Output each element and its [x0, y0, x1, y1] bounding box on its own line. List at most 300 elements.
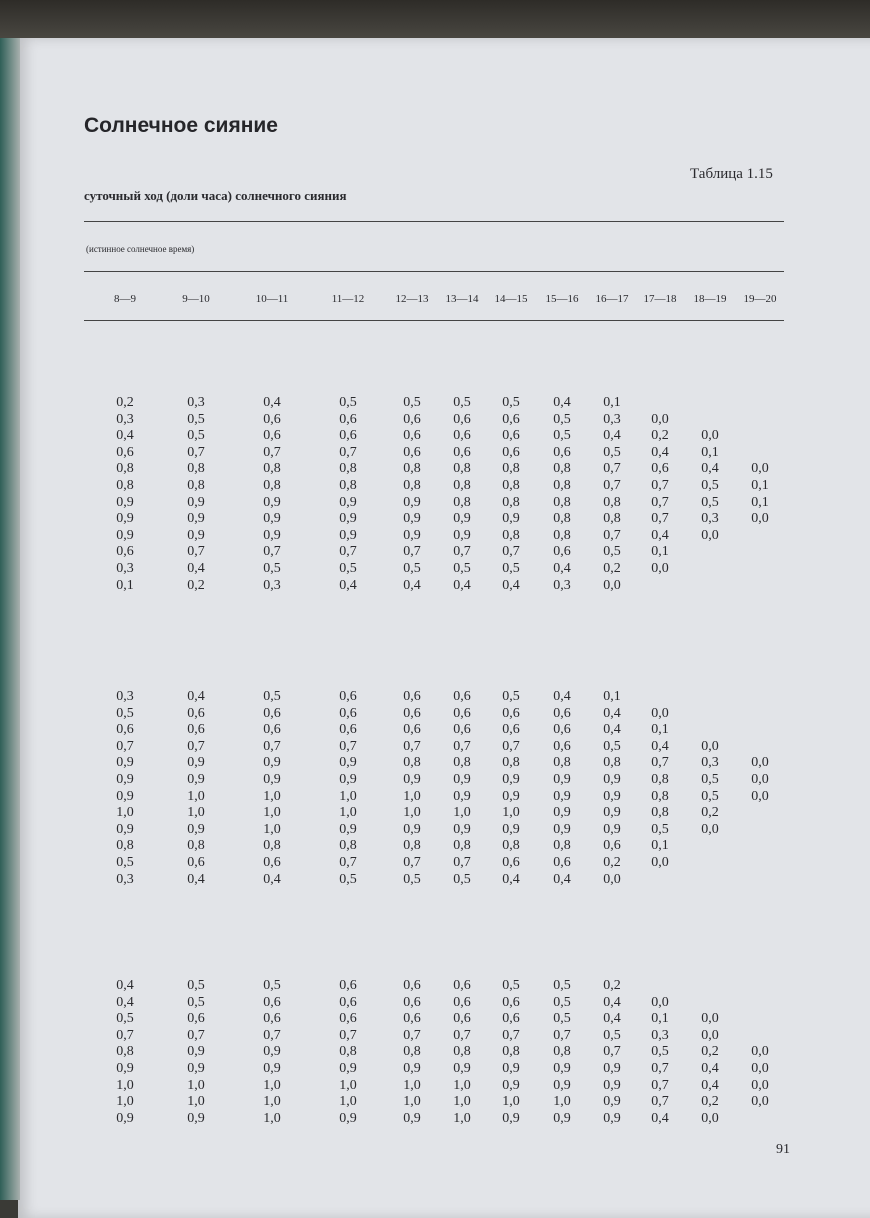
table-cell: 0,4	[651, 444, 669, 460]
table-cell: 0,4	[701, 1077, 719, 1093]
table-cell: 0,9	[553, 788, 571, 804]
table-cell: 0,9	[502, 511, 520, 527]
table-cell: 0,8	[502, 527, 520, 543]
table-cell: 0,8	[553, 1044, 571, 1060]
table-cell: 0,4	[651, 738, 669, 754]
table-cell: 0,6	[263, 411, 281, 427]
table-cell: 0,1	[651, 544, 669, 560]
table-cell: 0,6	[187, 705, 205, 721]
table-cell: 0,5	[339, 561, 357, 576]
table-cell: 0,4	[263, 871, 281, 887]
table-cell: 1,0	[263, 1094, 281, 1110]
table-cell: 0,5	[701, 494, 719, 510]
table-cell: 0,8	[502, 461, 520, 477]
table-cell: 0,8	[603, 494, 621, 510]
table-cell: 0,6	[553, 855, 571, 870]
table-cell: 0,6	[339, 994, 357, 1010]
table-cell: 0,9	[453, 821, 471, 837]
table-cell: 0,8	[553, 478, 571, 493]
table-cell: 0,8	[502, 478, 520, 493]
table-cell: 0,6	[263, 855, 281, 870]
table-cell: 0,7	[187, 544, 205, 560]
table-cell: 0,9	[263, 511, 281, 527]
table-cell: 0,5	[603, 1027, 621, 1043]
table-cell: 0,0	[751, 1044, 769, 1060]
table-cell: 0,0	[701, 1027, 719, 1043]
table-cell: 0,8	[403, 478, 421, 493]
table-cell: 0,9	[502, 788, 520, 804]
table-cell: 0,4	[187, 871, 205, 887]
table-cell: 0,9	[553, 772, 571, 787]
table-cell: 0,0	[651, 411, 669, 427]
column-header: 11—12	[331, 293, 365, 305]
table-cell: 0,8	[453, 461, 471, 477]
table-cell: 0,4	[603, 428, 621, 444]
table-cell: 1,0	[403, 1094, 421, 1110]
table-cell: 0,9	[553, 1061, 571, 1076]
table-cell: 0,0	[701, 1011, 719, 1027]
table-cell: 0,0	[751, 461, 769, 477]
book-spine	[0, 38, 20, 1200]
table-cell: 0,7	[263, 1027, 281, 1043]
table-cell: 0,2	[701, 1094, 719, 1110]
table-cell: 0,6	[339, 428, 357, 444]
table-cell: 0,6	[339, 1011, 357, 1027]
table-cell: 0,7	[603, 1044, 621, 1060]
table-cell: 0,4	[187, 561, 205, 576]
table-cell: 0,9	[453, 772, 471, 787]
table-cell: 0,6	[263, 705, 281, 721]
table-cell: 0,6	[403, 444, 421, 460]
table-cell: 1,0	[403, 805, 421, 821]
table-cell: 0,0	[651, 994, 669, 1010]
table-cell: 0,5	[339, 395, 357, 410]
table-cell: 0,9	[187, 1044, 205, 1060]
table-cell: 0,9	[339, 511, 357, 527]
table-cell: 0,5	[553, 411, 571, 427]
table-cell: 0,2	[701, 1044, 719, 1060]
table-cell: 0,6	[453, 689, 471, 704]
table-cell: 0,9	[187, 511, 205, 527]
table-cell: 1,0	[263, 805, 281, 821]
table-cell: 1,0	[187, 1094, 205, 1110]
table-cell: 0,0	[651, 855, 669, 870]
table-cell: 0,6	[453, 411, 471, 427]
table-cell: 0,2	[603, 855, 621, 870]
table-cell: 0,6	[187, 1011, 205, 1027]
column-header: 9—10	[182, 293, 210, 305]
table-cell: 0,5	[116, 705, 134, 721]
table-cell: 0,8	[453, 838, 471, 854]
table-cell: 0,7	[651, 1094, 669, 1110]
table-cell: 1,0	[553, 1094, 571, 1110]
table-cell: 0,9	[187, 527, 205, 543]
table-cell: 0,0	[751, 1061, 769, 1076]
table-cell: 0,0	[701, 527, 719, 543]
table-cell: 0,6	[263, 428, 281, 444]
table-cell: 0,9	[553, 805, 571, 821]
table-cell: 0,4	[603, 1011, 621, 1027]
table-cell: 0,8	[339, 838, 357, 854]
table-cell: 0,8	[553, 494, 571, 510]
table-cell: 0,9	[403, 527, 421, 543]
table-cell: 0,8	[651, 805, 669, 821]
table-cell: 0,8	[553, 461, 571, 477]
table-cell: 0,6	[453, 994, 471, 1010]
table-cell: 0,9	[339, 527, 357, 543]
table-cell: 0,8	[116, 1044, 134, 1060]
table-cell: 0,6	[403, 689, 421, 704]
table-cell: 0,7	[187, 738, 205, 754]
column-header: 17—18	[643, 293, 677, 305]
table-cell: 1,0	[116, 1094, 134, 1110]
column-header: 19—20	[743, 293, 777, 305]
table-cell: 0,0	[751, 772, 769, 787]
table-cell: 0,9	[403, 494, 421, 510]
table-cell: 0,9	[116, 494, 134, 510]
table-cell: 0,2	[603, 561, 621, 576]
table-cell: 0,8	[403, 461, 421, 477]
table-cell: 0,5	[701, 772, 719, 787]
table-cell: 0,6	[553, 722, 571, 738]
table-cell: 0,9	[603, 1094, 621, 1110]
table-cell: 0,9	[263, 772, 281, 787]
table-cell: 0,6	[116, 444, 134, 460]
table-cell: 0,8	[116, 461, 134, 477]
table-cell: 0,9	[603, 805, 621, 821]
table-cell: 0,0	[751, 788, 769, 804]
table-cell: 0,7	[603, 478, 621, 493]
table-cell: 0,8	[263, 838, 281, 854]
table-cell: 0,6	[502, 994, 520, 1010]
table-cell: 0,6	[553, 444, 571, 460]
table-cell: 0,0	[701, 1110, 719, 1126]
table-cell: 0,8	[453, 755, 471, 771]
table-cell: 0,4	[403, 577, 421, 593]
table-cell: 0,7	[651, 478, 669, 493]
table-cell: 1,0	[453, 1077, 471, 1093]
table-cell: 0,8	[263, 478, 281, 493]
table-cell: 0,8	[339, 461, 357, 477]
table-cell: 0,9	[403, 511, 421, 527]
table-cell: 0,4	[553, 871, 571, 887]
table-cell: 0,9	[116, 527, 134, 543]
table-cell: 0,7	[339, 738, 357, 754]
table-cell: 1,0	[187, 805, 205, 821]
table-cell: 0,6	[453, 444, 471, 460]
table-cell: 0,8	[187, 461, 205, 477]
table-cell: 0,6	[339, 978, 357, 993]
table-cell: 0,8	[116, 838, 134, 854]
table-cell: 1,0	[502, 1094, 520, 1110]
table-cell: 0,6	[263, 722, 281, 738]
table-cell: 0,9	[603, 821, 621, 837]
table-cell: 0,9	[453, 788, 471, 804]
table-cell: 0,4	[651, 1110, 669, 1126]
column-header: 8—9	[114, 293, 136, 305]
column-header: 18—19	[693, 293, 727, 305]
table-cell: 0,2	[187, 577, 205, 593]
table-cell: 0,8	[502, 494, 520, 510]
table-cell: 0,9	[603, 772, 621, 787]
table-title: суточный ход (доли часа) солнечного сияния	[84, 188, 347, 203]
table-cell: 0,5	[502, 395, 520, 410]
table-cell: 0,9	[263, 494, 281, 510]
table-cell: 0,7	[116, 738, 134, 754]
table-cell: 0,6	[403, 705, 421, 721]
table-cell: 0,5	[187, 411, 205, 427]
table-cell: 0,9	[116, 772, 134, 787]
table-cell: 0,9	[116, 788, 134, 804]
table-cell: 0,5	[553, 1011, 571, 1027]
table-cell: 0,4	[553, 561, 571, 576]
table-cell: 0,7	[651, 511, 669, 527]
table-cell: 0,1	[751, 494, 769, 510]
table-cell: 0,9	[263, 755, 281, 771]
table-cell: 0,6	[502, 722, 520, 738]
table-cell: 0,7	[453, 1027, 471, 1043]
table-cell: 0,7	[453, 544, 471, 560]
table-cell: 0,7	[651, 1061, 669, 1076]
table-cell: 0,9	[116, 1061, 134, 1076]
background-top	[0, 0, 870, 40]
table-cell: 0,5	[603, 544, 621, 560]
table-cell: 0,5	[651, 821, 669, 837]
table-cell: 0,2	[116, 395, 134, 410]
table-cell: 0,5	[116, 1011, 134, 1027]
table-cell: 0,5	[701, 478, 719, 493]
table-cell: 0,8	[502, 755, 520, 771]
table-cell: 0,4	[553, 689, 571, 704]
table-cell: 0,4	[116, 978, 134, 993]
table-cell: 1,0	[187, 1077, 205, 1093]
table-cell: 0,5	[403, 395, 421, 410]
table-cell: 0,8	[553, 838, 571, 854]
table-cell: 0,3	[263, 577, 281, 593]
table-cell: 0,8	[502, 1044, 520, 1060]
table-cell: 0,4	[339, 577, 357, 593]
table-cell: 0,3	[553, 577, 571, 593]
table-cell: 0,6	[502, 855, 520, 870]
column-header: 14—15	[494, 293, 528, 305]
table-cell: 0,5	[502, 689, 520, 704]
table-cell: 0,9	[187, 772, 205, 787]
table-cell: 0,8	[116, 478, 134, 493]
table-cell: 0,5	[187, 428, 205, 444]
table-cell: 1,0	[187, 788, 205, 804]
table-cell: 0,5	[553, 994, 571, 1010]
table-cell: 1,0	[263, 821, 281, 837]
table-cell: 0,8	[403, 755, 421, 771]
table-cell: 0,4	[502, 577, 520, 593]
table-cell: 0,4	[701, 1061, 719, 1076]
table-cell: 0,7	[339, 544, 357, 560]
table-cell: 1,0	[116, 805, 134, 821]
table-cell: 0,0	[701, 738, 719, 754]
column-header: 12—13	[395, 293, 429, 305]
table-cell: 0,7	[603, 461, 621, 477]
table-cell: 0,3	[701, 755, 719, 771]
table-cell: 0,1	[751, 478, 769, 493]
table-cell: 0,4	[502, 871, 520, 887]
table-cell: 0,4	[116, 994, 134, 1010]
table-cell: 0,4	[453, 577, 471, 593]
table-cell: 0,9	[403, 1110, 421, 1126]
table-cell: 0,7	[502, 738, 520, 754]
table-cell: 0,5	[553, 978, 571, 993]
table-cell: 1,0	[339, 805, 357, 821]
table-cell: 0,9	[339, 755, 357, 771]
table-cell: 0,6	[263, 1011, 281, 1027]
table-cell: 0,5	[116, 855, 134, 870]
table-cell: 0,4	[263, 395, 281, 410]
table-cell: 0,5	[187, 978, 205, 993]
table-cell: 0,6	[116, 544, 134, 560]
table-cell: 0,7	[502, 1027, 520, 1043]
table-cell: 0,5	[263, 689, 281, 704]
table-cell: 0,5	[453, 395, 471, 410]
table-cell: 0,9	[339, 1110, 357, 1126]
table-cell: 0,5	[263, 978, 281, 993]
table-cell: 0,1	[651, 1011, 669, 1027]
table-cell: 0,1	[701, 444, 719, 460]
table-cell: 0,1	[651, 838, 669, 854]
table-cell: 0,7	[603, 527, 621, 543]
table-cell: 0,0	[651, 561, 669, 576]
table-cell: 1,0	[339, 1077, 357, 1093]
table-cell: 0,6	[453, 978, 471, 993]
table-cell: 0,9	[263, 1044, 281, 1060]
table-cell: 0,8	[187, 478, 205, 493]
table-cell: 0,9	[403, 1061, 421, 1076]
table-cell: 0,8	[453, 478, 471, 493]
table-cell: 0,9	[502, 1077, 520, 1093]
table-cell: 0,9	[603, 1110, 621, 1126]
table-number: Таблица 1.15	[690, 166, 773, 182]
table-cell: 0,3	[116, 689, 134, 704]
table-cell: 0,7	[453, 855, 471, 870]
table-cell: 0,2	[651, 428, 669, 444]
table-cell: 0,6	[339, 689, 357, 704]
table-cell: 0,9	[403, 821, 421, 837]
table-cell: 0,9	[339, 1061, 357, 1076]
table-cell: 0,0	[603, 577, 621, 593]
table-cell: 0,5	[187, 994, 205, 1010]
table-cell: 0,0	[751, 1077, 769, 1093]
table-cell: 0,7	[651, 755, 669, 771]
table-cell: 0,5	[502, 978, 520, 993]
table-cell: 0,8	[603, 511, 621, 527]
table-cell: 0,8	[553, 755, 571, 771]
table-cell: 0,8	[603, 755, 621, 771]
table-cell: 0,6	[502, 428, 520, 444]
table-cell: 1,0	[339, 1094, 357, 1110]
table-cell: 0,1	[651, 722, 669, 738]
table-cell: 1,0	[453, 1110, 471, 1126]
table-cell: 0,6	[403, 722, 421, 738]
table-cell: 0,3	[651, 1027, 669, 1043]
table-cell: 0,8	[453, 1044, 471, 1060]
table-cell: 0,9	[603, 788, 621, 804]
table-cell: 0,6	[453, 1011, 471, 1027]
table-cell: 0,9	[553, 1110, 571, 1126]
table-cell: 0,6	[187, 722, 205, 738]
table-cell: 0,4	[701, 461, 719, 477]
table-cell: 1,0	[403, 1077, 421, 1093]
table-cell: 0,7	[651, 1077, 669, 1093]
table-cell: 1,0	[263, 1077, 281, 1093]
table-cell: 0,8	[453, 494, 471, 510]
table-cell: 0,9	[116, 511, 134, 527]
table-cell: 0,7	[263, 444, 281, 460]
table-cell: 0,3	[116, 871, 134, 887]
table-cell: 0,1	[116, 577, 134, 593]
table-cell: 1,0	[339, 788, 357, 804]
table-cell: 0,6	[502, 411, 520, 427]
table-cell: 0,8	[339, 1044, 357, 1060]
table-cell: 0,6	[187, 855, 205, 870]
table-cell: 0,9	[502, 1061, 520, 1076]
table-cell: 0,8	[403, 838, 421, 854]
table-cell: 0,2	[701, 805, 719, 821]
table-cell: 0,5	[553, 428, 571, 444]
table-cell: 0,9	[453, 1061, 471, 1076]
table-cell: 0,6	[453, 428, 471, 444]
table-cell: 0,9	[116, 1110, 134, 1126]
table-cell: 0,6	[603, 838, 621, 854]
table-cell: 0,3	[187, 395, 205, 410]
table-cell: 0,6	[453, 705, 471, 721]
table-cell: 1,0	[453, 805, 471, 821]
table-cell: 0,3	[116, 561, 134, 576]
table-cell: 0,9	[187, 1061, 205, 1076]
table-cell: 0,4	[116, 428, 134, 444]
table-cell: 0,6	[403, 1011, 421, 1027]
table-cell: 0,5	[651, 1044, 669, 1060]
table-cell: 0,8	[553, 527, 571, 543]
table-cell: 1,0	[263, 788, 281, 804]
table-cell: 0,8	[553, 511, 571, 527]
table-cell: 0,7	[339, 855, 357, 870]
table-cell: 0,6	[502, 705, 520, 721]
table-cell: 0,7	[403, 855, 421, 870]
table-cell: 0,9	[187, 1110, 205, 1126]
table-cell: 0,9	[339, 494, 357, 510]
table-cell: 0,7	[187, 444, 205, 460]
table-cell: 0,6	[116, 722, 134, 738]
table-cell: 0,8	[651, 772, 669, 787]
table-cell: 0,7	[263, 544, 281, 560]
table-cell: 0,5	[603, 738, 621, 754]
table-cell: 0,9	[263, 527, 281, 543]
table-cell: 0,9	[116, 821, 134, 837]
table-cell: 0,0	[651, 705, 669, 721]
table-cell: 0,5	[603, 444, 621, 460]
table-cell: 0,9	[453, 511, 471, 527]
table-cell: 0,9	[502, 1110, 520, 1126]
table-cell: 0,6	[403, 994, 421, 1010]
table-cell: 0,6	[339, 705, 357, 721]
table-cell: 0,0	[701, 821, 719, 837]
table-cell: 0,1	[603, 689, 621, 704]
table-cell: 0,4	[651, 527, 669, 543]
table-cell: 0,7	[187, 1027, 205, 1043]
table-cell: 0,6	[403, 411, 421, 427]
table-cell: 0,3	[701, 511, 719, 527]
rule-divider	[84, 221, 784, 222]
table-cell: 0,9	[603, 1077, 621, 1093]
table-cell: 0,5	[403, 871, 421, 887]
